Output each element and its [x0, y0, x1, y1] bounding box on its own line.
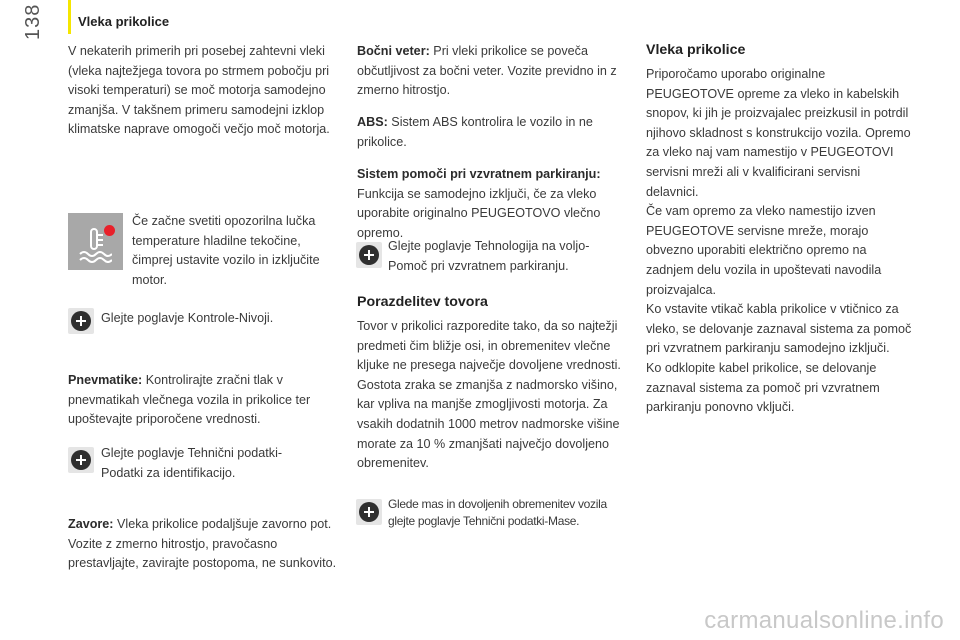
plus-icon [359, 245, 379, 265]
col2-abs: ABS: Sistem ABS kontrolira le vozilo in ne prikolice. [357, 115, 593, 149]
col1-brakes: Zavore: Vleka prikolice podaljšuje zavorno pot. Vozite z zmerno hitrostjo, pravočasno prestavljajte, zavirajte postopoma, ne sunkovito. [68, 517, 337, 571]
col1-intro: V nekaterih primerih pri posebej zahtevni vleki (vleka najtežjega tovora po strmem pobočju pri visoki temperaturi) se moč motorja samodejno zmanjša. V takšnem primeru samodejni izklop klimatske naprave omogoči večjo moč motorja. [68, 44, 330, 137]
col2-ref3: Glejte poglavje Tehnologija na voljo-Pomoč pri vzvratnem parkiranju. [388, 239, 590, 273]
plus-icon [359, 502, 379, 522]
plus-icon [71, 450, 91, 470]
col2-ref4: Glede mas in dovoljenih obremenitev vozila glejte poglavje Tehnični podatki-Mase. [388, 497, 607, 528]
col1-pneumatics: Pnevmatike: Kontrolirajte zračni tlak v pnevmatikah vlečnega vozila in prikolice ter upoštevajte priporočene vrednosti. [68, 373, 311, 427]
page-number: 138 [22, 3, 44, 40]
page-header-title: Vleka prikolice [78, 14, 170, 29]
col3-text: Priporočamo uporabo originalne PEUGEOTOVE opreme za vleko in kabelskih snopov, ki jih je proizvajalec preizkusil in potrdil njihovo skladnost s konstrukcijo vozila. Opremo za vleko naj vam namestijo v PEUGEOTOVI servisni mreži ali v kvalificirani servisni delavnici. Če vam opremo za vleko namestijo izven PEUGEOTOVE servisne mreže, morajo obvezno uporabiti električno opremo na zadnjem delu vozila in upoštevati navodila proizvajalca. Ko vstavite vtikač kabla prikolice v vtičnico za vleko, se delovanje zaznaval sistema za pomoč pri vzvratnem parkiranju samodejno izključi. Ko odklopite kabel prikolice, se delovanje zaznaval sistema za pomoč pri vzvratnem parkiranju ponovno vključi. [646, 67, 912, 415]
section-title-towing: Vleka prikolice [646, 42, 746, 58]
col2-crosswind: Bočni veter: Pri vleki prikolice se poveča občutljivost za bočni veter. Vozite previdno in z zmerno hitrostjo. [357, 44, 617, 98]
col1-warning-text: Če začne svetiti opozorilna lučka temperature hladilne tekočine, čimprej ustavite vozilo in izključite motor. [132, 214, 320, 287]
section-title-load: Porazdelitev tovora [357, 294, 488, 310]
coolant-temperature-warning-icon [68, 213, 123, 270]
watermark: carmanualsonline.info [704, 607, 944, 634]
col2-load-text: Tovor v prikolici razporedite tako, da so najtežji predmeti čim bližje osi, in obremenitev vlečne kljuke ne presega največje dovoljene vrednosti. Gostota zraka se zmanjša z nadmorsko višino, kar vpliva na manjše zmogljivosti motorja. Za vsakih dodatnih 1000 metrov nadmorske višine morate za 10 % zmanjšati največjo dovoljeno obremenitev. [357, 319, 621, 471]
col1-ref1: Glejte poglavje Kontrole-Nivoji. [101, 311, 274, 325]
col2-parking: Sistem pomoči pri vzvratnem parkiranju: Funkcija se samodejno izključi, če za vleko uporabite originalno PEUGEOTOVO vlečno opremo. [357, 167, 601, 240]
header-accent-bar [68, 0, 71, 34]
col1-ref2: Glejte poglavje Tehnični podatki-Podatki za identifikacijo. [101, 446, 283, 480]
plus-icon [71, 311, 91, 331]
red-indicator-dot [104, 225, 115, 236]
